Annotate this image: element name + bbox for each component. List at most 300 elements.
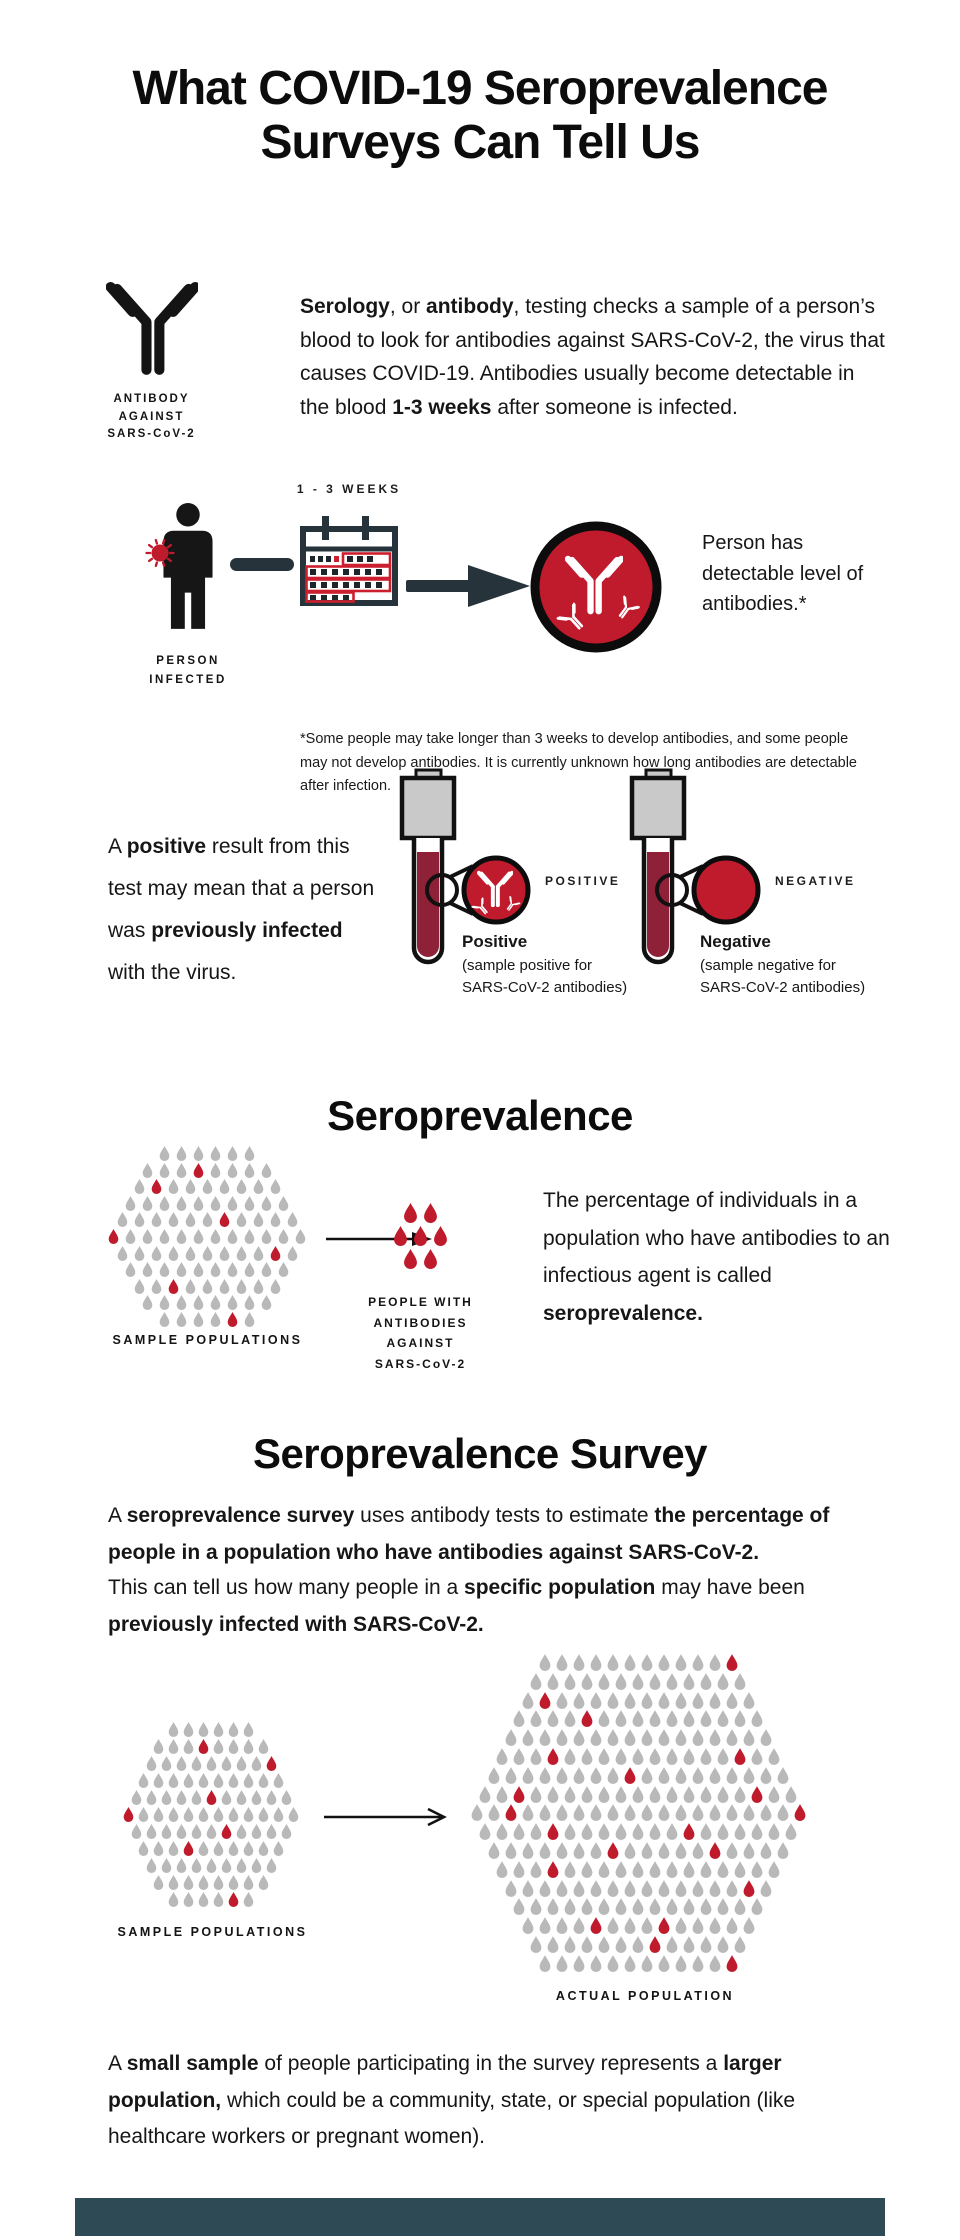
droplet-icon [423, 1203, 438, 1223]
droplet-icon [522, 1767, 534, 1784]
droplet-icon [717, 1823, 729, 1840]
droplet-icon [488, 1842, 500, 1859]
droplet-icon [191, 1824, 202, 1839]
droplet-icon [666, 1936, 678, 1953]
droplet-icon [607, 1842, 619, 1859]
droplet-icon [709, 1842, 721, 1859]
droplet-icon [168, 1841, 179, 1856]
droplet-icon [726, 1880, 738, 1897]
arrow-right-icon [322, 1806, 448, 1828]
droplet-icon [777, 1804, 789, 1821]
droplet-icon [692, 1729, 704, 1746]
droplet-icon [244, 1196, 255, 1211]
droplet-icon [632, 1936, 644, 1953]
droplet-icon [692, 1917, 704, 1934]
droplet-icon [243, 1841, 254, 1856]
droplet-icon [151, 1212, 162, 1227]
droplet-icon [221, 1790, 232, 1805]
droplet-icon [228, 1739, 239, 1754]
droplet-icon [598, 1673, 610, 1690]
droplet-icon [522, 1729, 534, 1746]
droplet-icon [228, 1807, 239, 1822]
droplet-icon [530, 1898, 542, 1915]
droplet-icon [244, 1312, 255, 1327]
result-text: Person has detectable level of antibodies.* [702, 532, 864, 615]
droplet-icon [131, 1790, 142, 1805]
droplet-icon [641, 1767, 653, 1784]
droplet-icon [649, 1823, 661, 1840]
droplet-icon [649, 1936, 661, 1953]
droplet-icon [556, 1767, 568, 1784]
droplet-icon [258, 1773, 269, 1788]
droplet-icon [176, 1312, 187, 1327]
droplet-icon [573, 1955, 585, 1972]
droplet-icon [488, 1804, 500, 1821]
droplet-icon [615, 1898, 627, 1915]
droplet-icon [717, 1898, 729, 1915]
droplet-icon [632, 1861, 644, 1878]
antibody-icon-label: ANTIBODY AGAINST SARS-CoV-2 [107, 393, 196, 440]
droplet-icon [505, 1880, 517, 1897]
droplet-icon [138, 1807, 149, 1822]
droplet-icon [590, 1880, 602, 1897]
droplet-icon [227, 1295, 238, 1310]
droplet-icon [564, 1673, 576, 1690]
droplet-icon [539, 1729, 551, 1746]
droplet-icon [198, 1841, 209, 1856]
droplet-icon [176, 1146, 187, 1161]
droplet-icon [125, 1196, 136, 1211]
droplet-icon [125, 1262, 136, 1277]
droplet-icon [153, 1841, 164, 1856]
droplet-icon [768, 1786, 780, 1803]
droplet-icon [666, 1710, 678, 1727]
droplet-icon [726, 1729, 738, 1746]
droplet-icon [496, 1786, 508, 1803]
droplet-icon [176, 1262, 187, 1277]
droplet-icon [573, 1729, 585, 1746]
droplet-icon [547, 1786, 559, 1803]
droplet-icon [530, 1786, 542, 1803]
droplet-icon [615, 1748, 627, 1765]
actual-population-grid [468, 1654, 808, 1974]
droplet-icon [547, 1748, 559, 1765]
antibody-people-label: PEOPLE WITH ANTIBODIES AGAINST SARS-CoV-2 [368, 1295, 473, 1371]
droplet-icon [273, 1807, 284, 1822]
droplet-icon [243, 1892, 254, 1907]
droplet-icon [641, 1955, 653, 1972]
droplet-icon [615, 1936, 627, 1953]
droplet-icon [168, 1246, 179, 1261]
droplet-icon [253, 1246, 264, 1261]
droplet-icon [743, 1917, 755, 1934]
droplet-icon [266, 1756, 277, 1771]
droplet-icon [219, 1246, 230, 1261]
droplet-icon [505, 1767, 517, 1784]
antibody-icon [106, 266, 198, 378]
droplet-icon [794, 1804, 806, 1821]
droplet-icon [210, 1163, 221, 1178]
droplet-icon [219, 1212, 230, 1227]
droplet-icon [556, 1654, 568, 1671]
droplet-icon [236, 1824, 247, 1839]
droplet-icon [692, 1767, 704, 1784]
droplet-icon [726, 1917, 738, 1934]
droplet-icon [522, 1917, 534, 1934]
droplet-icon [251, 1790, 262, 1805]
droplet-icon [183, 1841, 194, 1856]
droplet-icon [734, 1673, 746, 1690]
droplet-icon [278, 1196, 289, 1211]
droplet-icon [666, 1898, 678, 1915]
droplet-icon [641, 1692, 653, 1709]
droplet-icon [206, 1858, 217, 1873]
droplet-icon [590, 1842, 602, 1859]
droplet-icon [658, 1917, 670, 1934]
droplet-icon [700, 1861, 712, 1878]
droplet-icon [142, 1262, 153, 1277]
droplet-icon [403, 1249, 418, 1269]
droplet-icon [193, 1196, 204, 1211]
droplet-icon [228, 1892, 239, 1907]
droplet-icon [751, 1786, 763, 1803]
droplet-icon [168, 1892, 179, 1907]
droplet-icon [658, 1654, 670, 1671]
droplet-icon [743, 1692, 755, 1709]
droplet-icon [607, 1804, 619, 1821]
droplet-icon [760, 1880, 772, 1897]
droplet-icon [743, 1767, 755, 1784]
droplet-icon [692, 1880, 704, 1897]
droplet-icon [658, 1955, 670, 1972]
droplet-icon [658, 1729, 670, 1746]
droplet-icon [683, 1786, 695, 1803]
droplet-icon [176, 1790, 187, 1805]
droplet-icon [709, 1880, 721, 1897]
droplet-icon [692, 1804, 704, 1821]
droplet-icon [683, 1748, 695, 1765]
droplet-icon [717, 1861, 729, 1878]
droplet-icon [649, 1673, 661, 1690]
droplet-icon [683, 1861, 695, 1878]
droplet-icon [108, 1229, 119, 1244]
droplet-icon [183, 1892, 194, 1907]
droplet-icon [581, 1748, 593, 1765]
droplet-icon [598, 1936, 610, 1953]
droplet-icon [726, 1842, 738, 1859]
droplet-icon [198, 1892, 209, 1907]
droplet-icon [700, 1823, 712, 1840]
droplet-icon [530, 1710, 542, 1727]
droplet-icon [598, 1710, 610, 1727]
antibody-people-grid [388, 1203, 452, 1272]
droplet-icon [734, 1861, 746, 1878]
calendar-icon [299, 514, 399, 608]
droplet-icon [760, 1729, 772, 1746]
droplet-icon [556, 1917, 568, 1934]
droplet-icon [243, 1722, 254, 1737]
droplet-icon [581, 1786, 593, 1803]
droplet-icon [658, 1880, 670, 1897]
droplet-icon [615, 1673, 627, 1690]
droplet-icon [522, 1804, 534, 1821]
droplet-icon [768, 1823, 780, 1840]
droplet-icon [624, 1880, 636, 1897]
droplet-icon [632, 1748, 644, 1765]
droplet-icon [547, 1710, 559, 1727]
droplet-icon [615, 1861, 627, 1878]
droplet-icon [496, 1823, 508, 1840]
droplet-icon [236, 1246, 247, 1261]
droplet-icon [649, 1748, 661, 1765]
droplet-icon [734, 1936, 746, 1953]
droplet-icon [191, 1858, 202, 1873]
droplet-icon [176, 1229, 187, 1244]
droplet-icon [624, 1729, 636, 1746]
droplet-icon [236, 1279, 247, 1294]
droplet-icon [607, 1917, 619, 1934]
droplet-icon [726, 1767, 738, 1784]
droplet-icon [228, 1841, 239, 1856]
droplet-icon [607, 1729, 619, 1746]
droplet-icon [151, 1279, 162, 1294]
droplet-icon [227, 1146, 238, 1161]
droplet-icon [221, 1824, 232, 1839]
droplet-icon [123, 1807, 134, 1822]
droplet-icon [244, 1295, 255, 1310]
timeline-connector-bar [230, 558, 294, 571]
droplet-icon [717, 1748, 729, 1765]
droplet-icon [138, 1773, 149, 1788]
droplet-icon [683, 1898, 695, 1915]
droplet-icon [505, 1729, 517, 1746]
droplet-icon [193, 1229, 204, 1244]
droplet-icon [206, 1790, 217, 1805]
droplet-icon [539, 1692, 551, 1709]
droplet-icon [700, 1898, 712, 1915]
droplet-icon [700, 1936, 712, 1953]
droplet-icon [607, 1654, 619, 1671]
droplet-icon [202, 1246, 213, 1261]
droplet-icon [556, 1880, 568, 1897]
droplet-icon [134, 1279, 145, 1294]
droplet-icon [134, 1179, 145, 1194]
droplet-icon [692, 1654, 704, 1671]
droplet-icon [641, 1804, 653, 1821]
droplet-icon [243, 1875, 254, 1890]
droplet-icon [159, 1229, 170, 1244]
page-title: What COVID-19 Seroprevalence Surveys Can Tell Us [132, 62, 828, 169]
droplet-icon [161, 1858, 172, 1873]
droplet-icon [581, 1861, 593, 1878]
person-infected-icon [138, 503, 238, 633]
droplet-icon [581, 1710, 593, 1727]
droplet-icon [198, 1722, 209, 1737]
droplet-icon [785, 1823, 797, 1840]
droplet-icon [717, 1673, 729, 1690]
droplet-icon [168, 1179, 179, 1194]
droplet-icon [213, 1841, 224, 1856]
droplet-icon [598, 1898, 610, 1915]
droplet-icon [709, 1692, 721, 1709]
droplet-icon [573, 1767, 585, 1784]
droplet-icon [244, 1262, 255, 1277]
droplet-icon [243, 1739, 254, 1754]
droplet-icon [210, 1312, 221, 1327]
test-result-paragraph: A positive result from this test may mean that a person was previously infected with the virus. [108, 835, 375, 984]
droplet-icon [117, 1212, 128, 1227]
negative-tag: NEGATIVE [775, 874, 856, 888]
droplet-icon [539, 1880, 551, 1897]
droplet-icon [228, 1773, 239, 1788]
droplet-icon [261, 1295, 272, 1310]
droplet-icon [734, 1710, 746, 1727]
droplet-icon [666, 1748, 678, 1765]
droplet-icon [573, 1842, 585, 1859]
droplet-icon [210, 1146, 221, 1161]
droplet-icon [598, 1823, 610, 1840]
droplet-icon [539, 1955, 551, 1972]
droplet-icon [151, 1246, 162, 1261]
droplet-icon [632, 1786, 644, 1803]
droplet-icon [598, 1748, 610, 1765]
droplet-icon [573, 1654, 585, 1671]
droplet-icon [692, 1955, 704, 1972]
droplet-icon [539, 1917, 551, 1934]
droplet-icon [751, 1748, 763, 1765]
droplet-icon [228, 1875, 239, 1890]
droplet-icon [692, 1692, 704, 1709]
droplet-icon [198, 1875, 209, 1890]
closing-note: A small sample of people participating in the survey represents a larger population, which could be a community, state, or special population (like healthcare workers or pregnant women). [108, 2052, 796, 2148]
droplet-icon [624, 1654, 636, 1671]
droplet-icon [253, 1279, 264, 1294]
survey-paragraph-2: This can tell us how many people in a specific population may have been previously infected with SARS-CoV-2. [108, 1576, 805, 1636]
survey-paragraph-1: A seroprevalence survey uses antibody tests to estimate the percentage of people in a population who have antibodies against SARS-CoV-2. [108, 1504, 830, 1564]
droplet-icon [423, 1249, 438, 1269]
droplet-icon [513, 1710, 525, 1727]
droplet-icon [522, 1880, 534, 1897]
droplet-icon [564, 1710, 576, 1727]
droplet-icon [261, 1196, 272, 1211]
serology-paragraph: Serology, or antibody, testing checks a sample of a person’s blood to look for antibodies against SARS-CoV-2, the virus that causes COVID-19. Antibodies usually become detectable in the blood 1-3 weeks after someone is infected. [300, 295, 885, 419]
droplet-icon [183, 1875, 194, 1890]
droplet-icon [675, 1729, 687, 1746]
droplet-icon [513, 1823, 525, 1840]
droplet-icon [658, 1767, 670, 1784]
droplet-icon [270, 1212, 281, 1227]
droplet-icon [683, 1936, 695, 1953]
droplet-icon [221, 1858, 232, 1873]
droplet-icon [288, 1807, 299, 1822]
droplet-icon [210, 1229, 221, 1244]
droplet-icon [624, 1692, 636, 1709]
droplet-icon [258, 1841, 269, 1856]
droplet-icon [159, 1146, 170, 1161]
droplet-icon [236, 1756, 247, 1771]
droplet-icon [751, 1823, 763, 1840]
droplet-icon [146, 1824, 157, 1839]
droplet-icon [513, 1748, 525, 1765]
droplet-icon [210, 1262, 221, 1277]
droplet-icon [185, 1246, 196, 1261]
droplet-icon [213, 1892, 224, 1907]
droplet-icon [202, 1179, 213, 1194]
droplet-icon [266, 1824, 277, 1839]
droplet-icon [709, 1729, 721, 1746]
sample-population-label: SAMPLE POPULATIONS [112, 1333, 303, 1347]
droplet-icon [700, 1710, 712, 1727]
droplet-icon [675, 1880, 687, 1897]
droplet-icon [227, 1229, 238, 1244]
droplet-icon [281, 1824, 292, 1839]
droplet-icon [273, 1773, 284, 1788]
arrow-right-icon [406, 565, 530, 607]
droplet-icon [785, 1786, 797, 1803]
droplet-icon [202, 1279, 213, 1294]
antibody-footnote: *Some people may take longer than 3 weeks to develop antibodies, and some people may not develop antibodies. It is currently unknown how long antibodies are detectable after infection. [300, 731, 857, 794]
droplet-icon [236, 1858, 247, 1873]
droplet-icon [479, 1823, 491, 1840]
droplet-icon [590, 1767, 602, 1784]
droplet-icon [709, 1917, 721, 1934]
droplet-icon [573, 1917, 585, 1934]
droplet-icon [615, 1823, 627, 1840]
droplet-icon [210, 1295, 221, 1310]
droplet-icon [219, 1179, 230, 1194]
droplet-icon [183, 1807, 194, 1822]
droplet-icon [227, 1163, 238, 1178]
droplet-icon [281, 1790, 292, 1805]
droplet-icon [176, 1756, 187, 1771]
droplet-icon [743, 1729, 755, 1746]
droplet-icon [675, 1654, 687, 1671]
droplet-icon [641, 1880, 653, 1897]
droplet-icon [151, 1179, 162, 1194]
droplet-icon [168, 1773, 179, 1788]
droplet-icon [547, 1861, 559, 1878]
droplet-icon [393, 1226, 408, 1246]
droplet-icon [153, 1807, 164, 1822]
magnifier-negative [694, 858, 758, 922]
droplet-icon [726, 1692, 738, 1709]
droplet-icon [709, 1767, 721, 1784]
droplet-icon [556, 1729, 568, 1746]
droplet-icon [573, 1804, 585, 1821]
droplet-icon [513, 1786, 525, 1803]
droplet-icon [717, 1710, 729, 1727]
droplet-icon [675, 1955, 687, 1972]
droplet-icon [176, 1163, 187, 1178]
droplet-icon [590, 1692, 602, 1709]
droplet-icon [530, 1823, 542, 1840]
droplet-icon [159, 1196, 170, 1211]
droplet-icon [146, 1756, 157, 1771]
droplet-icon [505, 1842, 517, 1859]
droplet-icon [564, 1936, 576, 1953]
droplet-icon [191, 1756, 202, 1771]
droplet-icon [709, 1654, 721, 1671]
droplet-icon [683, 1823, 695, 1840]
droplet-icon [168, 1807, 179, 1822]
droplet-icon [547, 1936, 559, 1953]
droplet-icon [751, 1898, 763, 1915]
droplet-icon [159, 1262, 170, 1277]
droplet-icon [581, 1673, 593, 1690]
droplet-icon [666, 1861, 678, 1878]
droplet-icon [590, 1955, 602, 1972]
droplet-icon [295, 1229, 306, 1244]
